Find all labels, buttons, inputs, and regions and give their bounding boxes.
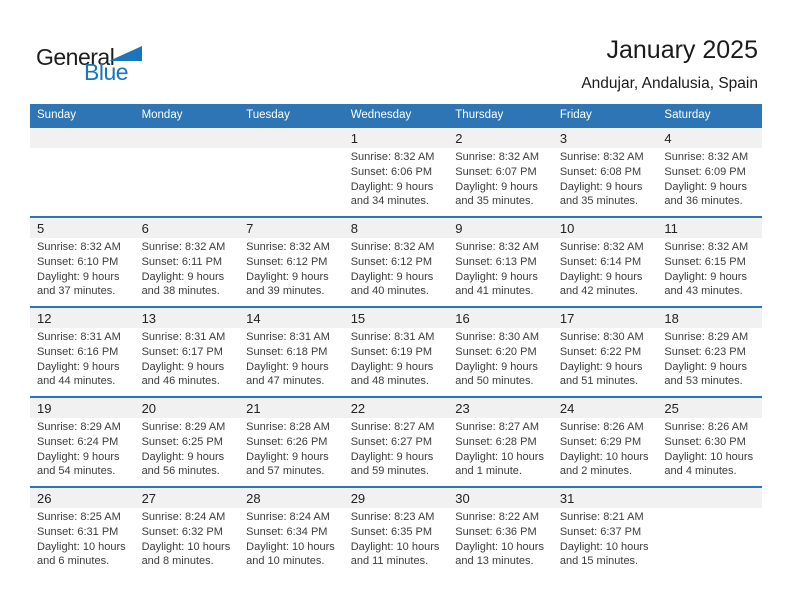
day-details-row (30, 508, 762, 576)
day-cell (135, 238, 240, 306)
day-cell (553, 508, 658, 576)
sunset-text: Sunset: 6:22 PM (559, 345, 642, 358)
sunrise-text: Sunrise: 8:27 AM (350, 421, 435, 433)
sunrise-text: Sunrise: 8:21 AM (559, 511, 644, 523)
day-number: 17 (559, 311, 575, 326)
sunrise-text: Sunrise: 8:32 AM (664, 241, 749, 253)
week-row-4 (30, 396, 762, 486)
day-number: 20 (141, 401, 157, 416)
day-cell (344, 238, 449, 306)
day-number: 30 (455, 491, 470, 506)
day-number: 14 (246, 311, 261, 326)
daylight-text-line1: Daylight: 9 hours (455, 270, 538, 283)
sunset-text: Sunset: 6:23 PM (664, 345, 746, 358)
week-row-5 (30, 486, 762, 576)
day-cell (448, 238, 553, 306)
daylight-text-line1: Daylight: 10 hours (455, 450, 544, 463)
day-details-row (30, 148, 762, 216)
daylight-text-line2: and 34 minutes. (350, 195, 429, 208)
daylight-text-line2: and 42 minutes. (559, 285, 639, 298)
sunset-text: Sunset: 6:37 PM (559, 525, 642, 538)
sunset-text: Sunset: 6:26 PM (246, 435, 328, 448)
sunset-text: Sunset: 6:27 PM (350, 435, 433, 448)
day-details-row (30, 328, 762, 396)
day-cell (239, 508, 344, 576)
weekday-monday: Monday (141, 109, 183, 121)
title-block (581, 36, 758, 93)
day-cell (657, 148, 762, 216)
day-number: 1 (350, 131, 358, 146)
daylight-text-line2: and 59 minutes. (350, 465, 429, 478)
weekday-sunday: Sunday (37, 109, 77, 121)
sunrise-text: Sunrise: 8:32 AM (664, 151, 749, 163)
sunrise-text: Sunrise: 8:32 AM (246, 241, 330, 253)
day-number: 15 (350, 311, 366, 326)
daylight-text-line2: and 13 minutes. (455, 555, 534, 568)
daylight-text-line2: and 36 minutes. (664, 195, 743, 208)
daylight-text-line1: Daylight: 10 hours (37, 540, 126, 553)
sunset-text: Sunset: 6:32 PM (141, 525, 223, 538)
sunset-text: Sunset: 6:10 PM (37, 255, 119, 268)
weekday-header-row (30, 104, 762, 126)
sunrise-text: Sunrise: 8:31 AM (141, 331, 226, 343)
daylight-text-line2: and 54 minutes. (37, 465, 116, 478)
day-number: 16 (455, 311, 470, 326)
day-cell (344, 148, 449, 216)
sunset-text: Sunset: 6:08 PM (559, 165, 642, 178)
sunrise-text: Sunrise: 8:29 AM (664, 331, 749, 343)
day-cell (553, 328, 658, 396)
daylight-text-line2: and 43 minutes. (664, 285, 743, 298)
daylight-text-line1: Daylight: 9 hours (350, 270, 434, 283)
day-cell (30, 508, 135, 576)
day-cell (30, 328, 135, 396)
daylight-text-line1: Daylight: 9 hours (664, 180, 747, 193)
daylight-text-line1: Daylight: 9 hours (664, 360, 747, 373)
empty-day-cell (657, 508, 762, 576)
sunrise-text: Sunrise: 8:27 AM (455, 421, 540, 433)
day-cell (30, 418, 135, 486)
day-number: 27 (141, 491, 157, 506)
daylight-text-line1: Daylight: 9 hours (246, 270, 329, 283)
daylight-text-line1: Daylight: 9 hours (141, 360, 225, 373)
sunrise-text: Sunrise: 8:25 AM (37, 511, 121, 523)
day-number: 7 (246, 221, 254, 236)
sunrise-text: Sunrise: 8:31 AM (350, 331, 435, 343)
sunset-text: Sunset: 6:35 PM (350, 525, 433, 538)
day-number: 11 (664, 221, 678, 236)
sunset-text: Sunset: 6:19 PM (350, 345, 433, 358)
sunrise-text: Sunrise: 8:30 AM (455, 331, 540, 343)
daylight-text-line2: and 1 minute. (455, 465, 522, 478)
day-number-strip (30, 128, 762, 148)
sunrise-text: Sunrise: 8:32 AM (141, 241, 226, 253)
day-cell (135, 328, 240, 396)
daylight-text-line2: and 38 minutes. (141, 285, 220, 298)
day-number: 3 (559, 131, 568, 146)
day-number: 28 (246, 491, 261, 506)
empty-day-number (135, 128, 240, 148)
empty-day-number (239, 128, 344, 148)
sunrise-text: Sunrise: 8:26 AM (664, 421, 749, 433)
day-number: 21 (246, 401, 261, 416)
daylight-text-line1: Daylight: 10 hours (559, 540, 649, 553)
daylight-text-line2: and 44 minutes. (37, 375, 116, 388)
weekday-saturday: Saturday (664, 109, 711, 121)
empty-day-number (657, 488, 762, 508)
sunset-text: Sunset: 6:34 PM (246, 525, 328, 538)
daylight-text-line2: and 47 minutes. (246, 375, 325, 388)
daylight-text-line1: Daylight: 9 hours (350, 450, 434, 463)
day-cell (239, 418, 344, 486)
week-row-3 (30, 306, 762, 396)
day-number: 10 (559, 221, 575, 236)
sunrise-text: Sunrise: 8:28 AM (246, 421, 330, 433)
daylight-text-line2: and 6 minutes. (37, 555, 110, 568)
sunset-text: Sunset: 6:36 PM (455, 525, 537, 538)
day-number: 31 (559, 491, 575, 506)
sunrise-text: Sunrise: 8:23 AM (350, 511, 435, 523)
weekday-wednesday: Wednesday (350, 109, 412, 121)
day-number: 6 (141, 221, 149, 236)
sunrise-text: Sunrise: 8:29 AM (141, 421, 226, 433)
sunrise-text: Sunrise: 8:26 AM (559, 421, 644, 433)
day-number: 2 (455, 131, 463, 146)
sunset-text: Sunset: 6:12 PM (246, 255, 328, 268)
day-number: 23 (455, 401, 470, 416)
daylight-text-line2: and 51 minutes. (559, 375, 639, 388)
daylight-text-line1: Daylight: 10 hours (350, 540, 440, 553)
day-number: 24 (559, 401, 575, 416)
sunset-text: Sunset: 6:29 PM (559, 435, 642, 448)
sunrise-text: Sunrise: 8:32 AM (350, 151, 435, 163)
daylight-text-line1: Daylight: 9 hours (559, 270, 643, 283)
daylight-text-line1: Daylight: 9 hours (246, 360, 329, 373)
daylight-text-line2: and 10 minutes. (246, 555, 325, 568)
day-number-strip (30, 308, 762, 328)
day-cell (344, 508, 449, 576)
sunset-text: Sunset: 6:17 PM (141, 345, 223, 358)
daylight-text-line1: Daylight: 9 hours (37, 450, 120, 463)
day-number: 5 (37, 221, 45, 236)
sunset-text: Sunset: 6:24 PM (37, 435, 119, 448)
sunset-text: Sunset: 6:13 PM (455, 255, 537, 268)
day-number: 4 (664, 131, 672, 146)
day-cell (344, 418, 449, 486)
sunset-text: Sunset: 6:16 PM (37, 345, 119, 358)
daylight-text-line2: and 56 minutes. (141, 465, 220, 478)
daylight-text-line2: and 37 minutes. (37, 285, 116, 298)
sunrise-text: Sunrise: 8:32 AM (559, 151, 644, 163)
day-number: 8 (350, 221, 358, 236)
general-blue-logo (36, 44, 166, 88)
daylight-text-line2: and 46 minutes. (141, 375, 220, 388)
day-cell (448, 328, 553, 396)
day-cell (553, 148, 658, 216)
daylight-text-line2: and 39 minutes. (246, 285, 325, 298)
daylight-text-line2: and 11 minutes. (350, 555, 429, 568)
daylight-text-line1: Daylight: 9 hours (455, 180, 538, 193)
empty-day-cell (135, 148, 240, 216)
sunset-text: Sunset: 6:20 PM (455, 345, 537, 358)
sunset-text: Sunset: 6:07 PM (455, 165, 537, 178)
day-number: 18 (664, 311, 679, 326)
sunrise-text: Sunrise: 8:24 AM (246, 511, 330, 523)
daylight-text-line2: and 4 minutes. (664, 465, 737, 478)
empty-day-number (30, 128, 135, 148)
daylight-text-line1: Daylight: 9 hours (350, 360, 434, 373)
day-cell (239, 238, 344, 306)
sunrise-text: Sunrise: 8:32 AM (350, 241, 435, 253)
daylight-text-line1: Daylight: 9 hours (559, 360, 643, 373)
sunrise-text: Sunrise: 8:30 AM (559, 331, 644, 343)
daylight-text-line2: and 15 minutes. (559, 555, 639, 568)
daylight-text-line1: Daylight: 10 hours (141, 540, 231, 553)
daylight-text-line2: and 35 minutes. (559, 195, 639, 208)
day-cell (344, 328, 449, 396)
daylight-text-line1: Daylight: 10 hours (559, 450, 649, 463)
empty-day-cell (30, 148, 135, 216)
daylight-text-line2: and 8 minutes. (141, 555, 214, 568)
day-cell (553, 238, 658, 306)
sunset-text: Sunset: 6:31 PM (37, 525, 119, 538)
day-cell (135, 508, 240, 576)
day-number-strip (30, 398, 762, 418)
daylight-text-line1: Daylight: 10 hours (455, 540, 544, 553)
day-number-strip (30, 488, 762, 508)
weekday-thursday: Thursday (455, 109, 504, 121)
day-cell (135, 418, 240, 486)
daylight-text-line1: Daylight: 9 hours (664, 270, 747, 283)
day-cell (30, 238, 135, 306)
calendar-weeks (30, 126, 762, 576)
logo-text-general: General (36, 44, 115, 70)
sunset-text: Sunset: 6:28 PM (455, 435, 537, 448)
week-row-1 (30, 126, 762, 216)
daylight-text-line1: Daylight: 9 hours (246, 450, 329, 463)
daylight-text-line2: and 40 minutes. (350, 285, 429, 298)
day-details-row (30, 238, 762, 306)
empty-day-cell (239, 148, 344, 216)
sunset-text: Sunset: 6:18 PM (246, 345, 328, 358)
day-number: 29 (350, 491, 366, 506)
daylight-text-line1: Daylight: 9 hours (455, 360, 538, 373)
day-number: 19 (37, 401, 52, 416)
day-cell (553, 418, 658, 486)
sunrise-text: Sunrise: 8:29 AM (37, 421, 121, 433)
sunrise-text: Sunrise: 8:24 AM (141, 511, 226, 523)
daylight-text-line2: and 48 minutes. (350, 375, 429, 388)
day-number: 26 (37, 491, 52, 506)
sunset-text: Sunset: 6:15 PM (664, 255, 746, 268)
sunrise-text: Sunrise: 8:22 AM (455, 511, 540, 523)
sunrise-text: Sunrise: 8:32 AM (37, 241, 121, 253)
day-cell (448, 508, 553, 576)
sunset-text: Sunset: 6:25 PM (141, 435, 223, 448)
sunset-text: Sunset: 6:12 PM (350, 255, 433, 268)
calendar-table (30, 104, 762, 576)
day-cell (448, 418, 553, 486)
day-cell (657, 418, 762, 486)
day-cell (239, 328, 344, 396)
sunset-text: Sunset: 6:06 PM (350, 165, 433, 178)
daylight-text-line1: Daylight: 9 hours (141, 270, 225, 283)
logo-text-blue: Blue (84, 59, 129, 85)
sunrise-text: Sunrise: 8:31 AM (246, 331, 330, 343)
daylight-text-line1: Daylight: 9 hours (37, 360, 120, 373)
sunset-text: Sunset: 6:14 PM (559, 255, 642, 268)
day-cell (448, 148, 553, 216)
daylight-text-line1: Daylight: 9 hours (141, 450, 225, 463)
daylight-text-line2: and 35 minutes. (455, 195, 534, 208)
day-number: 22 (350, 401, 366, 416)
day-number: 13 (141, 311, 157, 326)
day-details-row (30, 418, 762, 486)
sunrise-text: Sunrise: 8:32 AM (455, 241, 540, 253)
sunset-text: Sunset: 6:11 PM (141, 255, 223, 268)
sunset-text: Sunset: 6:09 PM (664, 165, 746, 178)
sunset-text: Sunset: 6:30 PM (664, 435, 746, 448)
daylight-text-line1: Daylight: 9 hours (350, 180, 434, 193)
daylight-text-line1: Daylight: 10 hours (664, 450, 754, 463)
weekday-tuesday: Tuesday (246, 109, 290, 121)
day-cell (657, 238, 762, 306)
page-subtitle: Andujar, Andalusia, Spain (581, 75, 758, 92)
day-number: 12 (37, 311, 52, 326)
daylight-text-line2: and 53 minutes. (664, 375, 743, 388)
sunrise-text: Sunrise: 8:32 AM (455, 151, 540, 163)
daylight-text-line1: Daylight: 9 hours (37, 270, 120, 283)
sunrise-text: Sunrise: 8:31 AM (37, 331, 121, 343)
week-row-2 (30, 216, 762, 306)
day-number: 25 (664, 401, 679, 416)
daylight-text-line2: and 57 minutes. (246, 465, 325, 478)
day-number-strip (30, 218, 762, 238)
daylight-text-line2: and 50 minutes. (455, 375, 534, 388)
sunrise-text: Sunrise: 8:32 AM (559, 241, 644, 253)
daylight-text-line1: Daylight: 9 hours (559, 180, 643, 193)
daylight-text-line1: Daylight: 10 hours (246, 540, 335, 553)
day-cell (657, 328, 762, 396)
daylight-text-line2: and 2 minutes. (559, 465, 632, 478)
weekday-friday: Friday (559, 109, 592, 121)
daylight-text-line2: and 41 minutes. (455, 285, 534, 298)
day-number: 9 (455, 221, 463, 236)
page-title: January 2025 (606, 36, 758, 64)
